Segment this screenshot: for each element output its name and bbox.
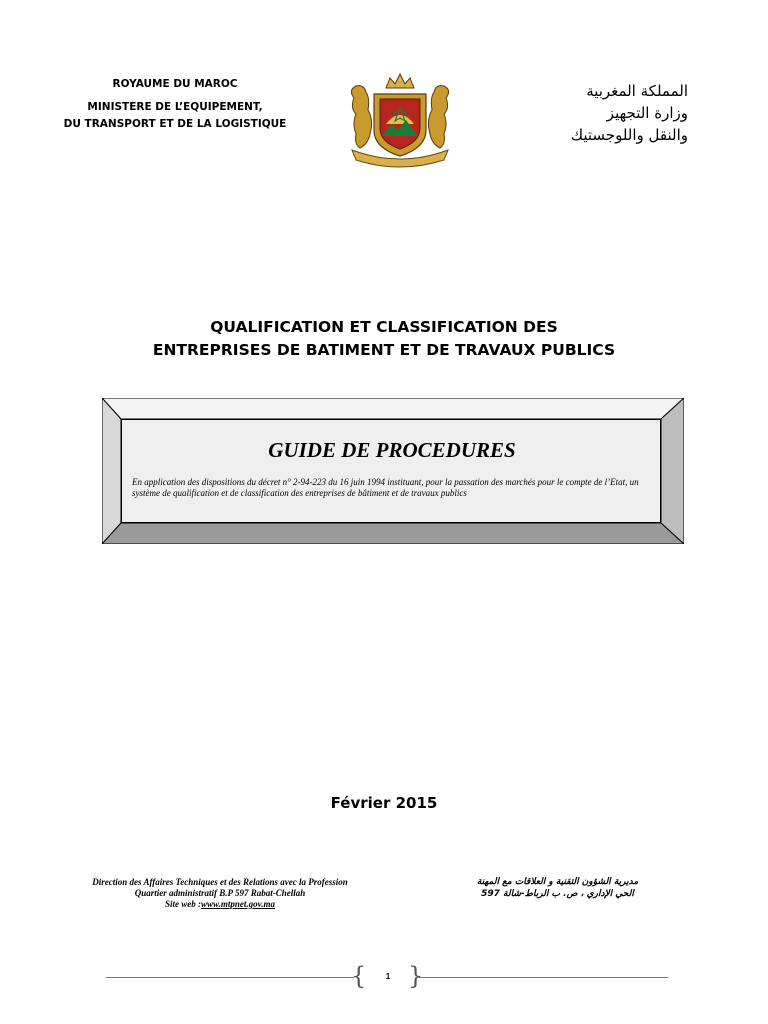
ministry-name-line2: DU TRANSPORT ET DE LA LOGISTIQUE — [63, 118, 287, 131]
page-number-bar — [106, 964, 668, 992]
publication-date: Février 2015 — [330, 794, 438, 812]
document-title-line2: ENTREPRISES DE BATIMENT ET DE TRAVAUX PUBLICS — [152, 341, 616, 359]
guide-title: GUIDE DE PROCEDURES — [268, 438, 516, 462]
footer-direction-arabic: مديرية الشؤون التقنية و العلاقات مع المهنة — [476, 877, 639, 887]
footer-address: Quartier administratif B.P 597 Rabat-Chellah — [134, 888, 306, 898]
left-brace-icon: { — [351, 962, 367, 990]
ministry-name-line1: MINISTERE DE L’EQUIPEMENT, — [87, 101, 263, 114]
footer-website — [50, 899, 390, 910]
ministry-name-arabic-line2: والنقل واللوجستيك — [570, 126, 688, 144]
ministry-name-arabic-line1: وزارة التجهيز — [606, 104, 688, 122]
kingdom-name: ROYAUME DU MAROC — [112, 78, 238, 90]
website-link[interactable]: www.mtpnet.gov.ma — [200, 899, 276, 909]
ministry-header-arabic — [488, 80, 688, 146]
pager-rule-left — [106, 977, 354, 978]
pager-rule-right — [418, 977, 668, 978]
kingdom-name-arabic: المملكة المغربية — [586, 82, 688, 100]
moroccan-coat-of-arms-icon — [340, 68, 460, 168]
footer-contact-arabic — [420, 876, 695, 900]
footer-contact-french — [50, 877, 390, 910]
right-brace-icon: } — [408, 962, 424, 990]
footer-direction: Direction des Affaires Techniques et des Relations avec la Profession — [92, 877, 348, 887]
guide-description: En application des dispositions du décret n° 2-94-223 du 16 juin 1994 instituant, pour la passation des marchés pour le compte de l’Etat, un système de qualification et de classification des entreprises de bâtiment et de travaux publics — [132, 477, 639, 498]
footer-address-arabic: الحي الإداري ، ص. ب الرباط-شالة 597 — [481, 889, 634, 899]
document-title — [0, 316, 768, 362]
page-number: 1 — [385, 972, 391, 981]
document-title-line1: QUALIFICATION ET CLASSIFICATION DES — [210, 318, 558, 336]
guide-panel — [121, 419, 661, 523]
ministry-header-french — [60, 78, 290, 131]
website-label: Site web : — [164, 899, 201, 909]
